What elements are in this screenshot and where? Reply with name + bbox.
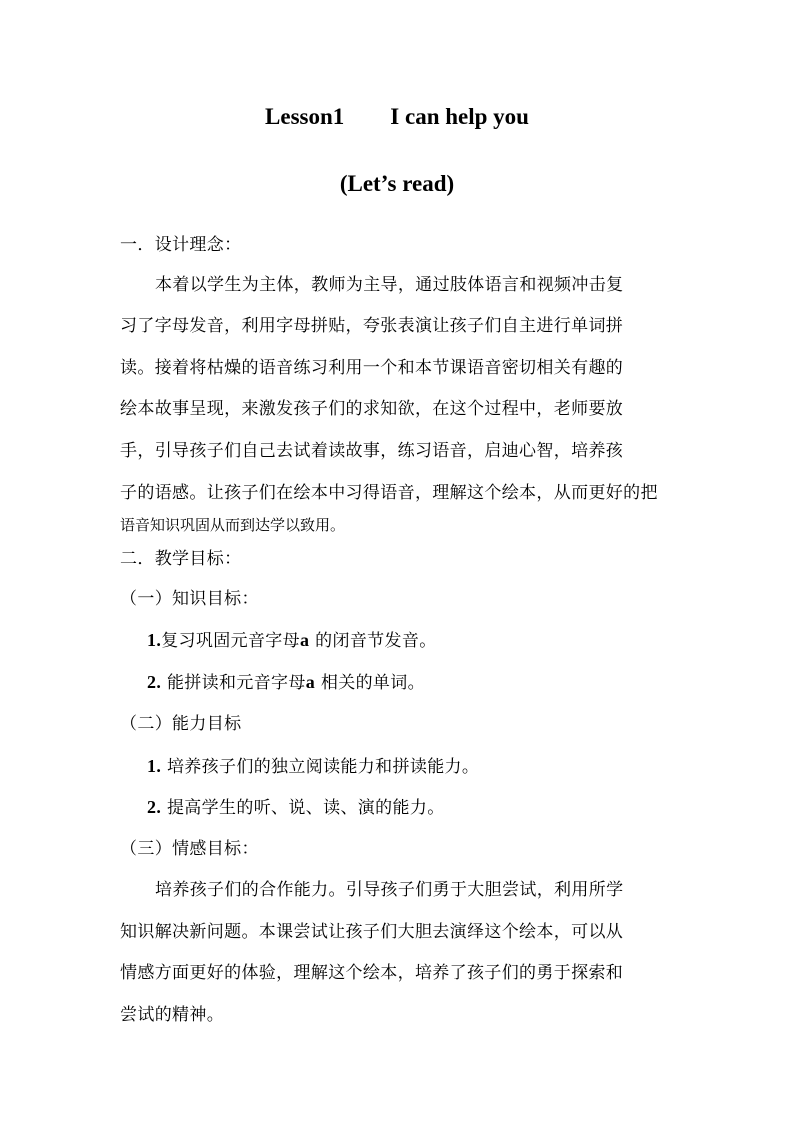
paragraph-line: 培养孩子们的合作能力。引导孩子们勇于大胆尝试，利用所学 (155, 880, 624, 900)
paragraph-line: 手，引导孩子们自己去试着读故事，练习语音，启迪心智，培养孩 (120, 441, 624, 461)
knowledge-item-1: 1.复习巩固元音字母a 的闭音节发音。 (147, 630, 437, 651)
section-heading-design: 一．设计理念： (120, 235, 242, 255)
paragraph-line: 语音知识巩固从而到达学以致用。 (120, 516, 346, 534)
paragraph-line: 绘本故事呈现，来激发孩子们的求知欲，在这个过程中，老师要放 (120, 399, 624, 419)
knowledge-item-2: 2. 能拼读和元音字母a 相关的单词。 (147, 672, 425, 693)
ability-item-2: 2. 提高学生的听、说、读、演的能力。 (147, 797, 445, 818)
ability-item-1: 1. 培养孩子们的独立阅读能力和拼读能力。 (147, 756, 480, 777)
subheading-ability: （二）能力目标 (120, 714, 242, 734)
subheading-knowledge: （一）知识目标： (120, 589, 259, 609)
title-lesson: Lesson1 (265, 104, 345, 129)
paragraph-line: 尝试的精神。 (120, 1005, 225, 1025)
paragraph-line: 情感方面更好的体验，理解这个绘本，培养了孩子们的勇于探索和 (120, 963, 624, 983)
paragraph-line: 习了字母发音，利用字母拼贴，夸张表演让孩子们自主进行单词拼 (120, 316, 624, 336)
paragraph-line: 读。接着将枯燥的语音练习利用一个和本节课语音密切相关有趣的 (120, 358, 624, 378)
title-topic: I can help you (390, 104, 529, 129)
paragraph-line: 子的语感。让孩子们在绘本中习得语音，理解这个绘本，从而更好的把 (120, 483, 658, 503)
document-title (0, 104, 794, 130)
subheading-emotion: （三）情感目标： (120, 839, 259, 859)
paragraph-line: 知识解决新问题。本课尝试让孩子们大胆去演绎这个绘本，可以从 (120, 922, 624, 942)
document-subtitle: (Let’s read) (339, 171, 455, 196)
section-heading-goals: 二．教学目标： (120, 549, 242, 569)
paragraph-line: 本着以学生为主体，教师为主导，通过肢体语言和视频冲击复 (155, 275, 624, 295)
